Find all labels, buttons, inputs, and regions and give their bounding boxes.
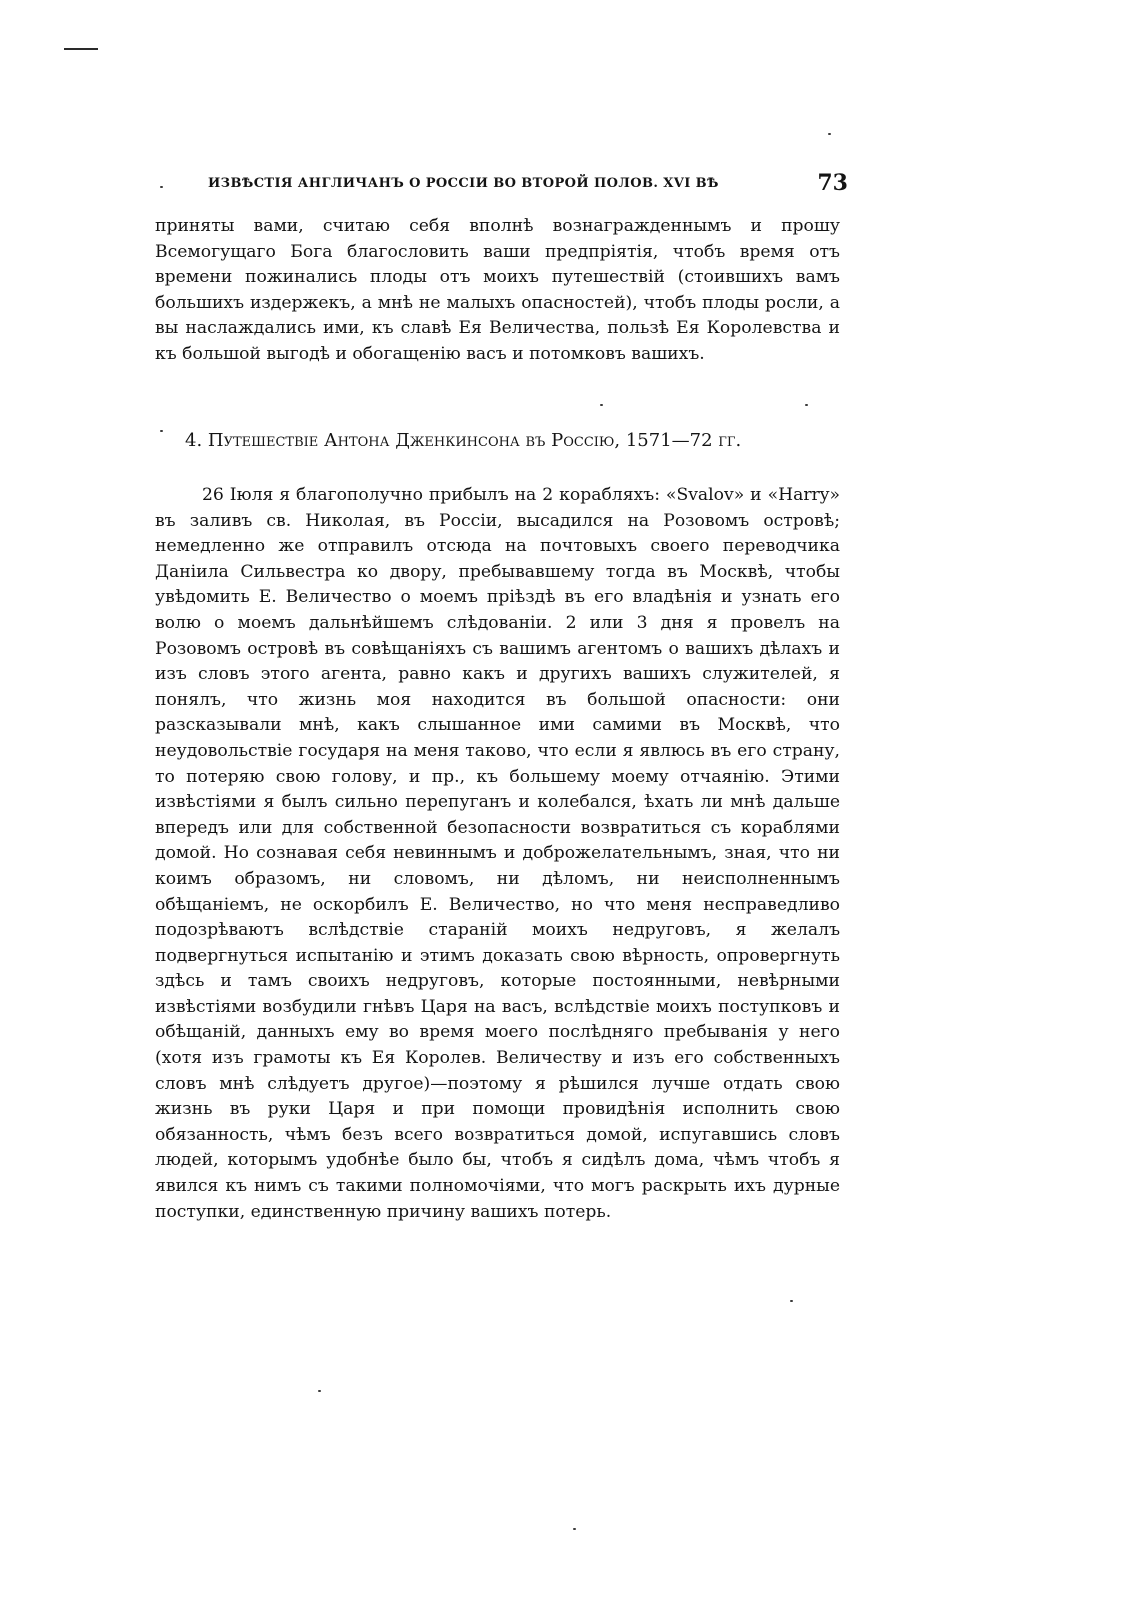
scan-speck xyxy=(790,1300,793,1302)
scan-speck xyxy=(828,133,831,135)
page-number: 73 xyxy=(817,170,848,196)
main-paragraph xyxy=(155,483,840,1225)
paragraph-1: приняты вами, считаю себя вполнѣ вознагражденнымъ и прошу Всемогущаго Бога благословить ваши предпріятія, чтобъ время отъ времени пожинались плоды отъ моихъ путешествій (стоившихъ вамъ большихъ издержекъ, а мнѣ не малыхъ опасностей), чтобъ плоды росли, а вы наслаждались ими, къ славѣ Ея Величества, пользѣ Ея Королевства и къ большой выгодѣ и обогащенію васъ и потомковъ вашихъ. xyxy=(155,216,840,364)
scan-speck xyxy=(805,404,808,406)
section-heading: 4. Путешествіе Антона Дженкинсона въ Россію, 1571—72 гг. xyxy=(185,430,742,451)
corner-rule-mark xyxy=(64,48,98,50)
scan-speck xyxy=(573,1528,576,1530)
scan-speck xyxy=(160,430,163,432)
scan-speck xyxy=(600,404,603,406)
running-head xyxy=(208,170,848,200)
scan-speck xyxy=(318,1390,321,1392)
scan-speck xyxy=(160,186,163,188)
paragraph-continued xyxy=(155,214,840,368)
running-title: ИЗВѢСТІЯ АНГЛИЧАНЪ О РОССІИ ВО ВТОРОЙ ПОЛОВ. XVI ВѢ xyxy=(208,176,719,191)
paragraph-2: 26 Іюля я благополучно прибылъ на 2 корабляхъ: «Svalov» и «Harry» въ заливъ св. Николая, въ Россіи, высадился на Розовомъ островѣ; немедленно же отправилъ отсюда на почтовыхъ своего переводчика Даніила Сильвестра ко двору, пребывавшему тогда въ Москвѣ, чтобы увѣдомить Е. Величество о моемъ пріѣздѣ въ его владѣнія и узнать его волю о моемъ дальнѣйшемъ слѣдованіи. 2 или 3 дня я провелъ на Розовомъ островѣ въ совѣщаніяхъ съ вашимъ агентомъ о вашихъ дѣлахъ и изъ словъ этого агента, равно какъ и другихъ вашихъ служителей, я понялъ, что жизнь моя находится въ большой опасности: они разсказывали мнѣ, какъ слышанное ими самими въ Москвѣ, что неудовольствіе государя на меня таково, что если я явлюсь въ его страну, то потеряю свою голову, и пр., къ большему моему отчаянію. Этими извѣстіями я былъ сильно перепуганъ и колебался, ѣхать ли мнѣ дальше впередъ или для собственной безопасности возвратиться съ кораблями домой. Но сознавая себя невиннымъ и доброжелательнымъ, зная, что ни коимъ образомъ, ни словомъ, ни дѣломъ, ни неисполненнымъ обѣщаніемъ, не оскорбилъ Е. Величество, но что меня несправедливо подозрѣваютъ вслѣдствіе стараній моихъ недруговъ, я желалъ подвергнуться испытанію и этимъ доказать свою вѣрность, опровергнуть здѣсь и тамъ своихъ недруговъ, которые постоянными, невѣрными извѣстіями возбудили гнѣвъ Царя на васъ, вслѣдствіе моихъ поступковъ и обѣщаній, данныхъ ему во время моего послѣдняго пребыванія у него (хотя изъ грамоты къ Ея Королев. Величеству и изъ его собственныхъ словъ мнѣ слѣдуетъ другое)—поэтому я рѣшился лучше отдать свою жизнь въ руки Царя и при помощи провидѣнія исполнить свою обязанность, чѣмъ безъ всего возвратиться домой, испугавшись словъ людей, которымъ удобнѣе было бы, чтобъ я сидѣлъ дома, чѣмъ чтобъ я явился къ нимъ съ такими полномочіями, что могъ раскрыть ихъ дурные поступки, единственную причину вашихъ потерь. xyxy=(155,485,840,1222)
